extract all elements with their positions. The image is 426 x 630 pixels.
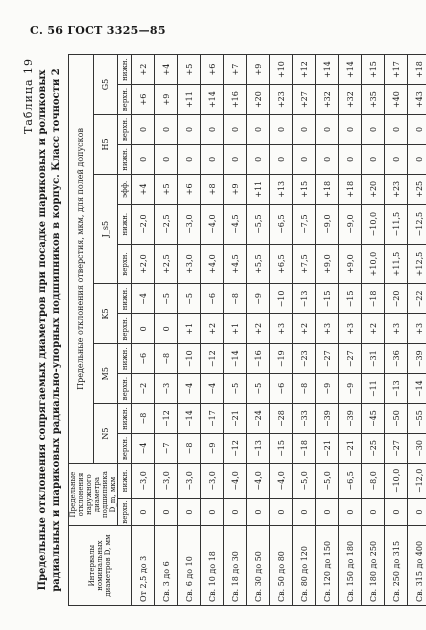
subhdr-lower: нижн. bbox=[118, 144, 132, 174]
value-cell: +6,5 bbox=[270, 244, 293, 284]
subhdr-upper: верхн. bbox=[118, 244, 132, 284]
value-cell: 0 bbox=[155, 144, 178, 174]
value-cell: +3 bbox=[385, 314, 408, 344]
value-cell: +14 bbox=[316, 55, 339, 85]
value-cell: +32 bbox=[316, 85, 339, 115]
value-cell: +4 bbox=[155, 55, 178, 85]
field-g5: G5 bbox=[93, 55, 118, 115]
subhdr-upper: верхн. bbox=[118, 434, 132, 464]
value-cell: −12 bbox=[155, 404, 178, 434]
value-cell: +3 bbox=[270, 314, 293, 344]
value-cell: −30 bbox=[408, 434, 426, 464]
value-cell: +18 bbox=[339, 174, 362, 204]
value-cell: −8,0 bbox=[362, 463, 385, 498]
bearing-header: Предельные отклонения наружного диаметра подшипника D_m, мкм bbox=[69, 463, 118, 525]
value-cell: −27 bbox=[316, 344, 339, 374]
value-cell: −10 bbox=[270, 284, 293, 314]
value-cell: 0 bbox=[201, 498, 224, 525]
table-title: Предельные отклонения сопрягаемых диаметров при посадке шариковых и роликовых радиальных и шариковых радиально-упорных подшипников в корпус. Класс точности 2 bbox=[37, 68, 62, 592]
value-cell: −13 bbox=[293, 284, 316, 314]
page-header: С. 56 ГОСТ 3325—85 bbox=[30, 24, 166, 37]
value-cell: +2 bbox=[362, 314, 385, 344]
value-cell: −18 bbox=[362, 284, 385, 314]
interval-cell: Св. 250 до 315 bbox=[385, 526, 408, 606]
value-cell: −10,0 bbox=[362, 204, 385, 244]
value-cell: −4 bbox=[178, 374, 201, 404]
value-cell: −9 bbox=[247, 284, 270, 314]
value-cell: −5,5 bbox=[247, 204, 270, 244]
value-cell: −5,0 bbox=[316, 463, 339, 498]
value-cell: −5 bbox=[155, 284, 178, 314]
value-cell: +17 bbox=[385, 55, 408, 85]
value-cell: −9,0 bbox=[316, 204, 339, 244]
value-cell: +20 bbox=[362, 174, 385, 204]
value-cell: −12 bbox=[201, 344, 224, 374]
interval-cell: Св. 150 до 180 bbox=[339, 526, 362, 606]
value-cell: −27 bbox=[385, 434, 408, 464]
field-n5: N5 bbox=[93, 404, 118, 464]
value-cell: −12 bbox=[224, 434, 247, 464]
field-h5: H5 bbox=[93, 115, 118, 175]
interval-cell: Св. 80 до 120 bbox=[293, 526, 316, 606]
value-cell: 0 bbox=[385, 498, 408, 525]
value-cell: +2,5 bbox=[155, 244, 178, 284]
subhdr-lower: нижн. bbox=[118, 55, 132, 85]
value-cell: −4,0 bbox=[201, 204, 224, 244]
value-cell: −13 bbox=[385, 374, 408, 404]
value-cell: +13 bbox=[270, 174, 293, 204]
rotated-content bbox=[20, 50, 424, 610]
value-cell: 0 bbox=[293, 144, 316, 174]
value-cell: −5,0 bbox=[293, 463, 316, 498]
value-cell: −10 bbox=[178, 344, 201, 374]
field-m5: M5 bbox=[93, 344, 118, 404]
value-cell: −7,5 bbox=[293, 204, 316, 244]
value-cell: −15 bbox=[270, 434, 293, 464]
value-cell: −3,0 bbox=[201, 463, 224, 498]
interval-cell: Св. 50 до 80 bbox=[270, 526, 293, 606]
value-cell: −21 bbox=[224, 404, 247, 434]
subhdr-upper: верхн. bbox=[118, 314, 132, 344]
value-cell: +40 bbox=[385, 85, 408, 115]
value-cell: 0 bbox=[155, 498, 178, 525]
value-cell: −31 bbox=[362, 344, 385, 374]
value-cell: +23 bbox=[270, 85, 293, 115]
interval-cell: Св. 315 до 400 bbox=[408, 526, 426, 606]
value-cell: −39 bbox=[316, 404, 339, 434]
value-cell: −2 bbox=[132, 374, 155, 404]
value-cell: +1 bbox=[224, 314, 247, 344]
value-cell: −6,5 bbox=[270, 204, 293, 244]
value-cell: −9 bbox=[339, 374, 362, 404]
value-cell: −12,0 bbox=[408, 463, 426, 498]
value-cell: +9 bbox=[155, 85, 178, 115]
table-body bbox=[132, 55, 426, 606]
field-k5: K5 bbox=[93, 284, 118, 344]
value-cell: 0 bbox=[270, 498, 293, 525]
value-cell: −6,5 bbox=[339, 463, 362, 498]
value-cell: +16 bbox=[224, 85, 247, 115]
interval-cell: Св. 3 до 6 bbox=[155, 526, 178, 606]
value-cell: +9,0 bbox=[339, 244, 362, 284]
value-cell: +2,0 bbox=[132, 244, 155, 284]
value-cell: +5 bbox=[155, 174, 178, 204]
value-cell: 0 bbox=[155, 314, 178, 344]
value-cell: 0 bbox=[224, 498, 247, 525]
value-cell: −20 bbox=[385, 284, 408, 314]
value-cell: 0 bbox=[178, 115, 201, 145]
value-cell: 0 bbox=[155, 115, 178, 145]
value-cell: +35 bbox=[362, 85, 385, 115]
value-cell: +3 bbox=[316, 314, 339, 344]
table-row bbox=[201, 55, 224, 606]
table-row bbox=[408, 55, 426, 606]
value-cell: 0 bbox=[201, 144, 224, 174]
value-cell: 0 bbox=[362, 498, 385, 525]
value-cell: 0 bbox=[408, 498, 426, 525]
value-cell: −13 bbox=[247, 434, 270, 464]
value-cell: −33 bbox=[293, 404, 316, 434]
value-cell: +18 bbox=[316, 174, 339, 204]
value-cell: −55 bbox=[408, 404, 426, 434]
value-cell: −4 bbox=[201, 374, 224, 404]
value-cell: −9,0 bbox=[339, 204, 362, 244]
value-cell: −39 bbox=[339, 404, 362, 434]
value-cell: +15 bbox=[362, 55, 385, 85]
value-cell: +25 bbox=[408, 174, 426, 204]
table-row bbox=[224, 55, 247, 606]
value-cell: 0 bbox=[247, 115, 270, 145]
value-cell: 0 bbox=[178, 498, 201, 525]
subhdr-lower: нижн. bbox=[118, 404, 132, 434]
value-cell: +6 bbox=[201, 55, 224, 85]
value-cell: 0 bbox=[224, 144, 247, 174]
value-cell: +14 bbox=[201, 85, 224, 115]
value-cell: 0 bbox=[178, 144, 201, 174]
value-cell: −25 bbox=[362, 434, 385, 464]
value-cell: −12,5 bbox=[408, 204, 426, 244]
interval-cell: Св. 6 до 10 bbox=[178, 526, 201, 606]
value-cell: 0 bbox=[132, 498, 155, 525]
value-cell: 0 bbox=[316, 144, 339, 174]
value-cell: 0 bbox=[247, 498, 270, 525]
value-cell: −2,5 bbox=[155, 204, 178, 244]
value-cell: −8 bbox=[224, 284, 247, 314]
tolerance-table bbox=[68, 54, 426, 606]
value-cell: −50 bbox=[385, 404, 408, 434]
value-cell: −3 bbox=[155, 374, 178, 404]
table-row bbox=[362, 55, 385, 606]
value-cell: 0 bbox=[247, 144, 270, 174]
value-cell: +23 bbox=[385, 174, 408, 204]
value-cell: +5 bbox=[178, 55, 201, 85]
value-cell: +5,5 bbox=[247, 244, 270, 284]
table-label: Таблица 19 bbox=[22, 58, 35, 134]
value-cell: 0 bbox=[408, 144, 426, 174]
value-cell: 0 bbox=[316, 115, 339, 145]
value-cell: −6 bbox=[132, 344, 155, 374]
subhdr-upper: верхн. bbox=[118, 85, 132, 115]
value-cell: −3,0 bbox=[178, 463, 201, 498]
value-cell: 0 bbox=[293, 115, 316, 145]
interval-cell: Св. 18 до 30 bbox=[224, 526, 247, 606]
value-cell: +32 bbox=[339, 85, 362, 115]
value-cell: −21 bbox=[339, 434, 362, 464]
value-cell: +27 bbox=[293, 85, 316, 115]
value-cell: −36 bbox=[385, 344, 408, 374]
value-cell: 0 bbox=[270, 115, 293, 145]
value-cell: +15 bbox=[293, 174, 316, 204]
value-cell: 0 bbox=[270, 144, 293, 174]
value-cell: −4,0 bbox=[270, 463, 293, 498]
value-cell: −5 bbox=[247, 374, 270, 404]
value-cell: −27 bbox=[339, 344, 362, 374]
fields-header: Предельные отклонения отверстия, мкм, для полей допусков bbox=[69, 55, 94, 464]
value-cell: +12,5 bbox=[408, 244, 426, 284]
value-cell: −16 bbox=[247, 344, 270, 374]
table-row bbox=[385, 55, 408, 606]
value-cell: +18 bbox=[408, 55, 426, 85]
value-cell: −3,0 bbox=[132, 463, 155, 498]
value-cell: −22 bbox=[408, 284, 426, 314]
value-cell: +2 bbox=[132, 55, 155, 85]
interval-cell: Св. 10 до 18 bbox=[201, 526, 224, 606]
value-cell: 0 bbox=[339, 498, 362, 525]
value-cell: −6 bbox=[201, 284, 224, 314]
subhdr-upper: верхн. bbox=[118, 115, 132, 145]
value-cell: +3,0 bbox=[178, 244, 201, 284]
value-cell: −24 bbox=[247, 404, 270, 434]
table-row bbox=[270, 55, 293, 606]
subhdr-lower: нижн. bbox=[118, 344, 132, 374]
subhdr-upper: верхн. bbox=[118, 374, 132, 404]
table-row bbox=[316, 55, 339, 606]
value-cell: −2,0 bbox=[132, 204, 155, 244]
field-js5: J_s5 bbox=[93, 174, 118, 284]
value-cell: −3,0 bbox=[178, 204, 201, 244]
value-cell: −4,0 bbox=[247, 463, 270, 498]
table-row bbox=[247, 55, 270, 606]
value-cell: 0 bbox=[132, 144, 155, 174]
value-cell: +2 bbox=[201, 314, 224, 344]
value-cell: +7 bbox=[224, 55, 247, 85]
value-cell: 0 bbox=[339, 144, 362, 174]
value-cell: +4,5 bbox=[224, 244, 247, 284]
value-cell: +3 bbox=[408, 314, 426, 344]
value-cell: −45 bbox=[362, 404, 385, 434]
value-cell: +11,5 bbox=[385, 244, 408, 284]
value-cell: −9 bbox=[316, 374, 339, 404]
value-cell: +11 bbox=[178, 85, 201, 115]
value-cell: 0 bbox=[408, 115, 426, 145]
value-cell: +9 bbox=[224, 174, 247, 204]
interval-cell: Св. 30 до 50 bbox=[247, 526, 270, 606]
value-cell: +9,0 bbox=[316, 244, 339, 284]
value-cell: −10,0 bbox=[385, 463, 408, 498]
value-cell: −5 bbox=[224, 374, 247, 404]
value-cell: +10,0 bbox=[362, 244, 385, 284]
subhdr-lower: нижн. bbox=[118, 463, 132, 498]
value-cell: +11 bbox=[247, 174, 270, 204]
value-cell: −17 bbox=[201, 404, 224, 434]
value-cell: −8 bbox=[132, 404, 155, 434]
value-cell: 0 bbox=[362, 144, 385, 174]
subhdr-upper: верхн. bbox=[118, 498, 132, 525]
value-cell: −9 bbox=[201, 434, 224, 464]
value-cell: −21 bbox=[316, 434, 339, 464]
value-cell: +3 bbox=[339, 314, 362, 344]
value-cell: 0 bbox=[293, 498, 316, 525]
value-cell: −15 bbox=[316, 284, 339, 314]
value-cell: −28 bbox=[270, 404, 293, 434]
value-cell: −4 bbox=[132, 434, 155, 464]
interval-cell: Св. 180 до 250 bbox=[362, 526, 385, 606]
subhdr-efficient: эфф. bbox=[118, 174, 132, 204]
value-cell: +2 bbox=[247, 314, 270, 344]
table-row bbox=[339, 55, 362, 606]
value-cell: −11,5 bbox=[385, 204, 408, 244]
value-cell: −14 bbox=[178, 404, 201, 434]
value-cell: −15 bbox=[339, 284, 362, 314]
value-cell: −5 bbox=[178, 284, 201, 314]
value-cell: −7 bbox=[155, 434, 178, 464]
value-cell: +8 bbox=[201, 174, 224, 204]
value-cell: 0 bbox=[385, 144, 408, 174]
value-cell: +6 bbox=[132, 85, 155, 115]
table-row bbox=[155, 55, 178, 606]
interval-cell: Св. 120 до 150 bbox=[316, 526, 339, 606]
value-cell: +4 bbox=[132, 174, 155, 204]
interval-cell: От 2,5 до 3 bbox=[132, 526, 155, 606]
value-cell: +4,0 bbox=[201, 244, 224, 284]
value-cell: 0 bbox=[339, 115, 362, 145]
value-cell: 0 bbox=[224, 115, 247, 145]
value-cell: −23 bbox=[293, 344, 316, 374]
value-cell: −14 bbox=[224, 344, 247, 374]
value-cell: +12 bbox=[293, 55, 316, 85]
value-cell: −8 bbox=[178, 434, 201, 464]
value-cell: 0 bbox=[362, 115, 385, 145]
value-cell: 0 bbox=[201, 115, 224, 145]
value-cell: −4 bbox=[132, 284, 155, 314]
table-row bbox=[293, 55, 316, 606]
value-cell: +1 bbox=[178, 314, 201, 344]
value-cell: +43 bbox=[408, 85, 426, 115]
interval-header: Интервалы номинальных диаметров D, мм bbox=[69, 526, 132, 606]
subhdr-lower: нижн. bbox=[118, 204, 132, 244]
value-cell: −19 bbox=[270, 344, 293, 374]
value-cell: −4,0 bbox=[224, 463, 247, 498]
value-cell: −6 bbox=[270, 374, 293, 404]
table-row bbox=[132, 55, 155, 606]
value-cell: +14 bbox=[339, 55, 362, 85]
value-cell: −11 bbox=[362, 374, 385, 404]
subhdr-lower: нижн. bbox=[118, 284, 132, 314]
value-cell: −8 bbox=[293, 374, 316, 404]
value-cell: 0 bbox=[316, 498, 339, 525]
table-row bbox=[178, 55, 201, 606]
value-cell: +10 bbox=[270, 55, 293, 85]
value-cell: −18 bbox=[293, 434, 316, 464]
value-cell: +9 bbox=[247, 55, 270, 85]
value-cell: +7,5 bbox=[293, 244, 316, 284]
value-cell: −39 bbox=[408, 344, 426, 374]
value-cell: −8 bbox=[155, 344, 178, 374]
value-cell: +20 bbox=[247, 85, 270, 115]
value-cell: −14 bbox=[408, 374, 426, 404]
value-cell: −4,5 bbox=[224, 204, 247, 244]
value-cell: +2 bbox=[293, 314, 316, 344]
value-cell: 0 bbox=[132, 314, 155, 344]
value-cell: +6 bbox=[178, 174, 201, 204]
value-cell: 0 bbox=[132, 115, 155, 145]
value-cell: −3,0 bbox=[155, 463, 178, 498]
value-cell: 0 bbox=[385, 115, 408, 145]
